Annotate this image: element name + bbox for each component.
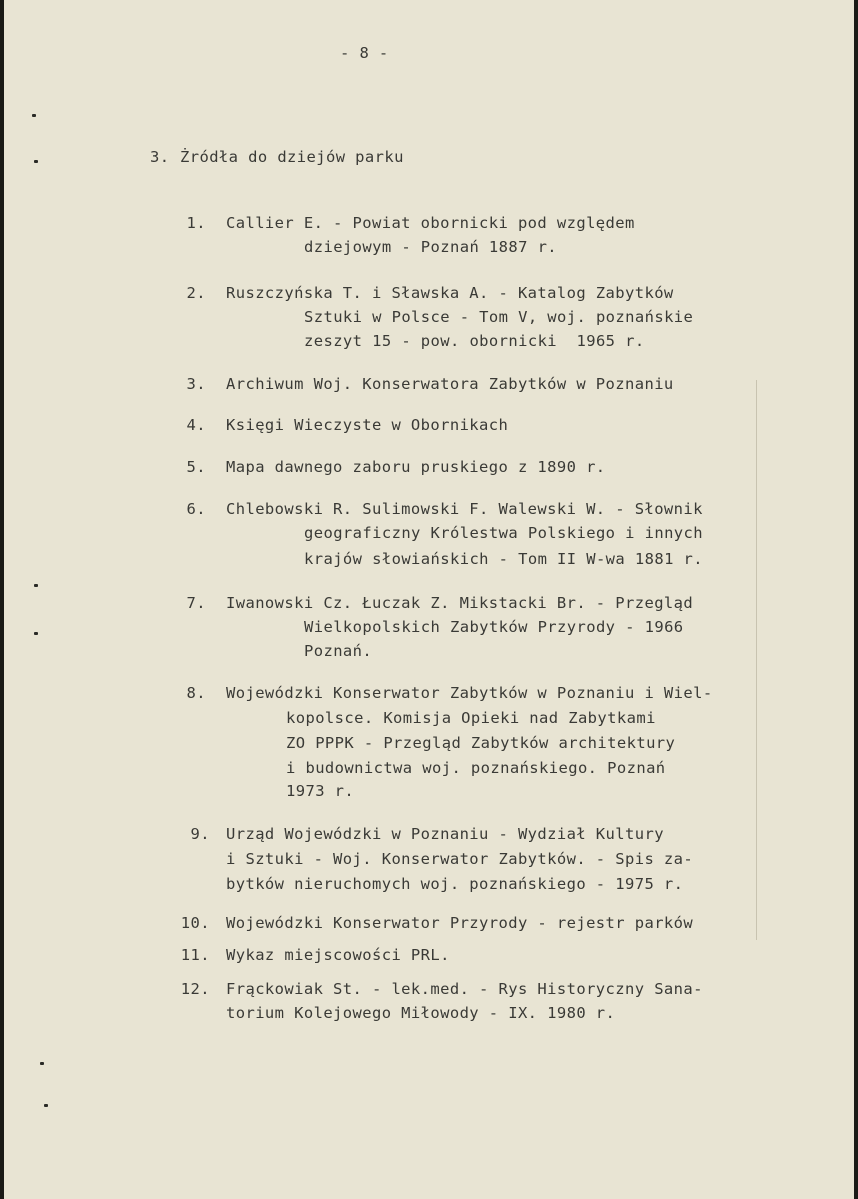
item-line: Frąckowiak St. - lek.med. - Rys Historyczny Sana- bbox=[226, 980, 703, 998]
scan-speck bbox=[44, 1104, 48, 1107]
item-number: 6. bbox=[186, 500, 206, 518]
item-line: Ruszczyńska T. i Sławska A. - Katalog Zabytków bbox=[226, 284, 674, 302]
item-line: i Sztuki - Woj. Konserwator Zabytków. - Spis za- bbox=[226, 850, 694, 868]
item-number: 9. bbox=[190, 825, 210, 843]
item-number: 2. bbox=[186, 284, 206, 302]
item-number: 1. bbox=[186, 214, 206, 232]
item-line: Chlebowski R. Sulimowski F. Walewski W. - Słownik bbox=[226, 500, 703, 518]
section-title: Żródła do dziejów parku bbox=[180, 148, 404, 166]
page-fold-line bbox=[756, 380, 757, 940]
item-line: 1973 r. bbox=[286, 782, 355, 800]
item-line: zeszyt 15 - pow. obornicki 1965 r. bbox=[304, 332, 645, 350]
item-number: 5. bbox=[186, 458, 206, 476]
scan-speck bbox=[34, 160, 38, 163]
item-line: Sztuki w Polsce - Tom V, woj. poznańskie bbox=[304, 308, 694, 326]
item-number: 10. bbox=[180, 914, 210, 932]
item-line: Callier E. - Powiat obornicki pod względem bbox=[226, 214, 635, 232]
scan-speck bbox=[34, 584, 38, 587]
item-line: Archiwum Woj. Konserwatora Zabytków w Poznaniu bbox=[226, 375, 674, 393]
item-line: bytków nieruchomych woj. poznańskiego - 1975 r. bbox=[226, 875, 684, 893]
item-line: Wielkopolskich Zabytków Przyrody - 1966 bbox=[304, 618, 684, 636]
section-number: 3. bbox=[150, 148, 170, 166]
item-line: kopolsce. Komisja Opieki nad Zabytkami bbox=[286, 709, 656, 727]
item-number: 12. bbox=[180, 980, 210, 998]
item-line: Wojewódzki Konserwator Przyrody - rejestr parków bbox=[226, 914, 694, 932]
item-line: dziejowym - Poznań 1887 r. bbox=[304, 238, 558, 256]
item-line: geograficzny Królestwa Polskiego i innych bbox=[304, 524, 704, 542]
scan-speck bbox=[34, 632, 38, 635]
page-number: - 8 - bbox=[340, 44, 389, 62]
scan-speck bbox=[40, 1062, 44, 1065]
item-line: ZO PPPK - Przegląd Zabytków architektury bbox=[286, 734, 676, 752]
document-page bbox=[4, 0, 854, 1199]
scan-speck bbox=[32, 114, 36, 117]
item-line: Poznań. bbox=[304, 642, 373, 660]
item-line: Wykaz miejscowości PRL. bbox=[226, 946, 450, 964]
item-line: Wojewódzki Konserwator Zabytków w Poznaniu i Wiel- bbox=[226, 684, 713, 702]
item-number: 7. bbox=[186, 594, 206, 612]
item-line: Księgi Wieczyste w Obornikach bbox=[226, 416, 509, 434]
item-number: 8. bbox=[186, 684, 206, 702]
item-number: 3. bbox=[186, 375, 206, 393]
item-line: krajów słowiańskich - Tom II W-wa 1881 r. bbox=[304, 550, 704, 568]
item-line: i budownictwa woj. poznańskiego. Poznań bbox=[286, 759, 666, 777]
item-line: Iwanowski Cz. Łuczak Z. Mikstacki Br. - Przegląd bbox=[226, 594, 694, 612]
item-line: torium Kolejowego Miłowody - IX. 1980 r. bbox=[226, 1004, 616, 1022]
item-number: 4. bbox=[186, 416, 206, 434]
item-number: 11. bbox=[180, 946, 210, 964]
item-line: Urząd Wojewódzki w Poznaniu - Wydział Kultury bbox=[226, 825, 664, 843]
item-line: Mapa dawnego zaboru pruskiego z 1890 r. bbox=[226, 458, 606, 476]
